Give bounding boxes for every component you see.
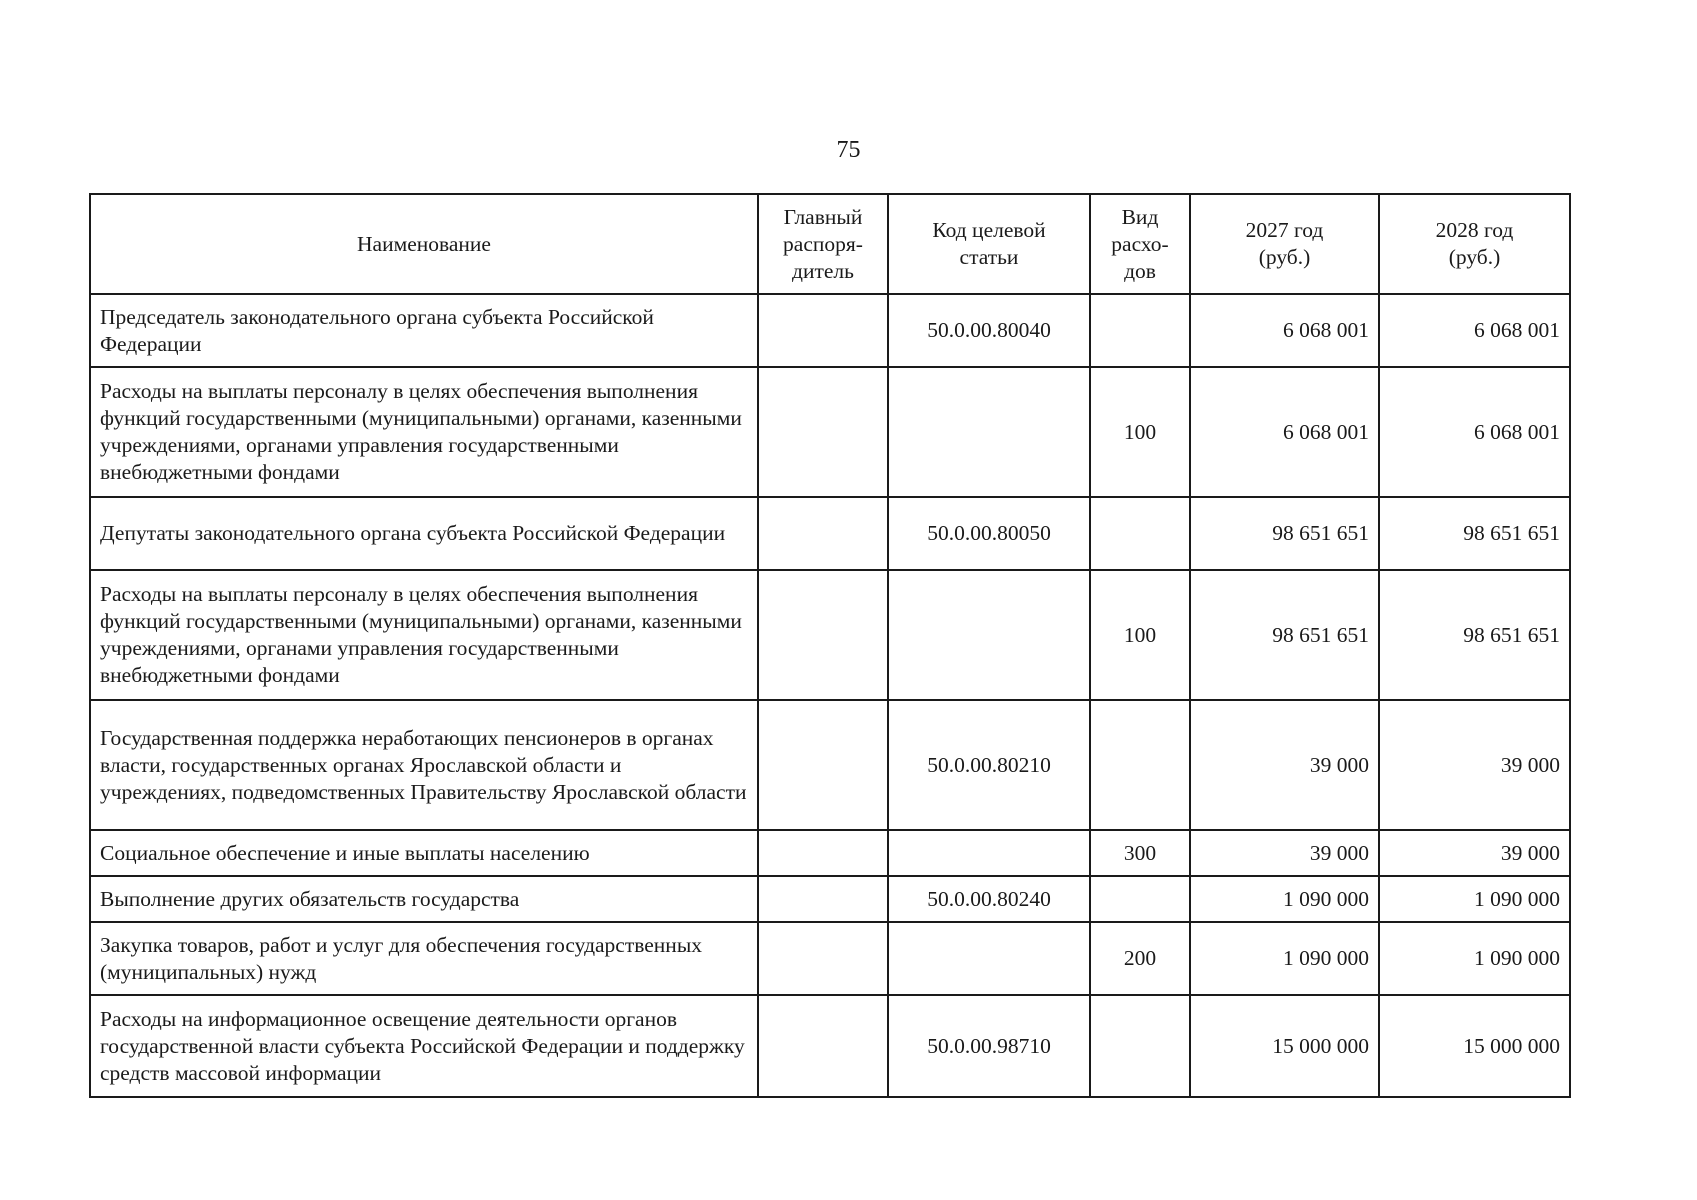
row-amount-2028: 1 090 000 <box>1379 922 1570 995</box>
row-manager <box>758 570 888 700</box>
header-kind <box>1090 194 1190 294</box>
row-amount-2028: 39 000 <box>1379 830 1570 876</box>
table-row <box>90 876 1570 922</box>
header-y2027-text: 2027 год (руб.) <box>1245 218 1324 269</box>
row-code: 50.0.00.98710 <box>888 995 1090 1097</box>
row-code <box>888 922 1090 995</box>
row-amount-2027: 39 000 <box>1190 830 1379 876</box>
row-amount-2027: 98 651 651 <box>1190 497 1379 570</box>
row-amount-2027: 1 090 000 <box>1190 922 1379 995</box>
row-manager <box>758 922 888 995</box>
table-row <box>90 922 1570 995</box>
row-kind <box>1090 995 1190 1097</box>
page-number: 75 <box>836 137 861 163</box>
table-row <box>90 700 1570 830</box>
row-code <box>888 367 1090 497</box>
row-manager <box>758 830 888 876</box>
budget-table <box>89 193 1571 1098</box>
header-kind-text: Вид расхо-дов <box>1111 204 1169 283</box>
row-amount-2028: 6 068 001 <box>1379 367 1570 497</box>
table-row <box>90 367 1570 497</box>
header-manager-text: Главный распоря-дитель <box>783 204 863 283</box>
header-code-text: Код целевой статьи <box>932 218 1046 269</box>
row-manager <box>758 497 888 570</box>
row-name: Социальное обеспечение и иные выплаты населению <box>90 830 758 876</box>
row-name: Расходы на выплаты персоналу в целях обеспечения выполнения функций государственными (муниципальными) органами, казенными учреждениями, органами управления государственными внебюджетными фондами <box>90 570 758 700</box>
header-y2027 <box>1190 194 1379 294</box>
row-manager <box>758 700 888 830</box>
row-amount-2028: 39 000 <box>1379 700 1570 830</box>
row-manager <box>758 876 888 922</box>
row-amount-2028: 1 090 000 <box>1379 876 1570 922</box>
row-amount-2027: 1 090 000 <box>1190 876 1379 922</box>
row-amount-2027: 6 068 001 <box>1190 367 1379 497</box>
row-kind <box>1090 497 1190 570</box>
header-manager <box>758 194 888 294</box>
header-name-text: Наименование <box>357 231 491 256</box>
row-kind: 200 <box>1090 922 1190 995</box>
header-y2028 <box>1379 194 1570 294</box>
table-row <box>90 294 1570 367</box>
row-code: 50.0.00.80050 <box>888 497 1090 570</box>
header-name <box>90 194 758 294</box>
row-code <box>888 830 1090 876</box>
table-header-row <box>90 194 1570 294</box>
row-name: Закупка товаров, работ и услуг для обеспечения государственных (муниципальных) нужд <box>90 922 758 995</box>
table-row <box>90 570 1570 700</box>
row-code: 50.0.00.80040 <box>888 294 1090 367</box>
row-amount-2028: 6 068 001 <box>1379 294 1570 367</box>
row-amount-2027: 6 068 001 <box>1190 294 1379 367</box>
row-amount-2028: 98 651 651 <box>1379 497 1570 570</box>
row-amount-2027: 39 000 <box>1190 700 1379 830</box>
header-y2028-text: 2028 год (руб.) <box>1435 218 1514 269</box>
row-code: 50.0.00.80240 <box>888 876 1090 922</box>
row-name: Председатель законодательного органа субъекта Российской Федерации <box>90 294 758 367</box>
row-kind <box>1090 876 1190 922</box>
row-name: Расходы на информационное освещение деятельности органов государственной власти субъекта Российской Федерации и поддержку средств массовой информации <box>90 995 758 1097</box>
row-manager <box>758 367 888 497</box>
row-manager <box>758 294 888 367</box>
row-code: 50.0.00.80210 <box>888 700 1090 830</box>
row-amount-2027: 15 000 000 <box>1190 995 1379 1097</box>
row-amount-2028: 15 000 000 <box>1379 995 1570 1097</box>
row-kind <box>1090 700 1190 830</box>
row-kind: 100 <box>1090 570 1190 700</box>
row-name: Расходы на выплаты персоналу в целях обеспечения выполнения функций государственными (муниципальными) органами, казенными учреждениями, органами управления государственными внебюджетными фондами <box>90 367 758 497</box>
row-code <box>888 570 1090 700</box>
row-name: Выполнение других обязательств государства <box>90 876 758 922</box>
row-kind: 300 <box>1090 830 1190 876</box>
row-name: Депутаты законодательного органа субъекта Российской Федерации <box>90 497 758 570</box>
row-kind: 100 <box>1090 367 1190 497</box>
table-row <box>90 497 1570 570</box>
header-code <box>888 194 1090 294</box>
row-name: Государственная поддержка неработающих пенсионеров в органах власти, государственных органах Ярославской области и учреждениях, подведомственных Правительству Ярославской области <box>90 700 758 830</box>
table-row <box>90 830 1570 876</box>
row-kind <box>1090 294 1190 367</box>
row-amount-2027: 98 651 651 <box>1190 570 1379 700</box>
row-amount-2028: 98 651 651 <box>1379 570 1570 700</box>
row-manager <box>758 995 888 1097</box>
table-row <box>90 995 1570 1097</box>
